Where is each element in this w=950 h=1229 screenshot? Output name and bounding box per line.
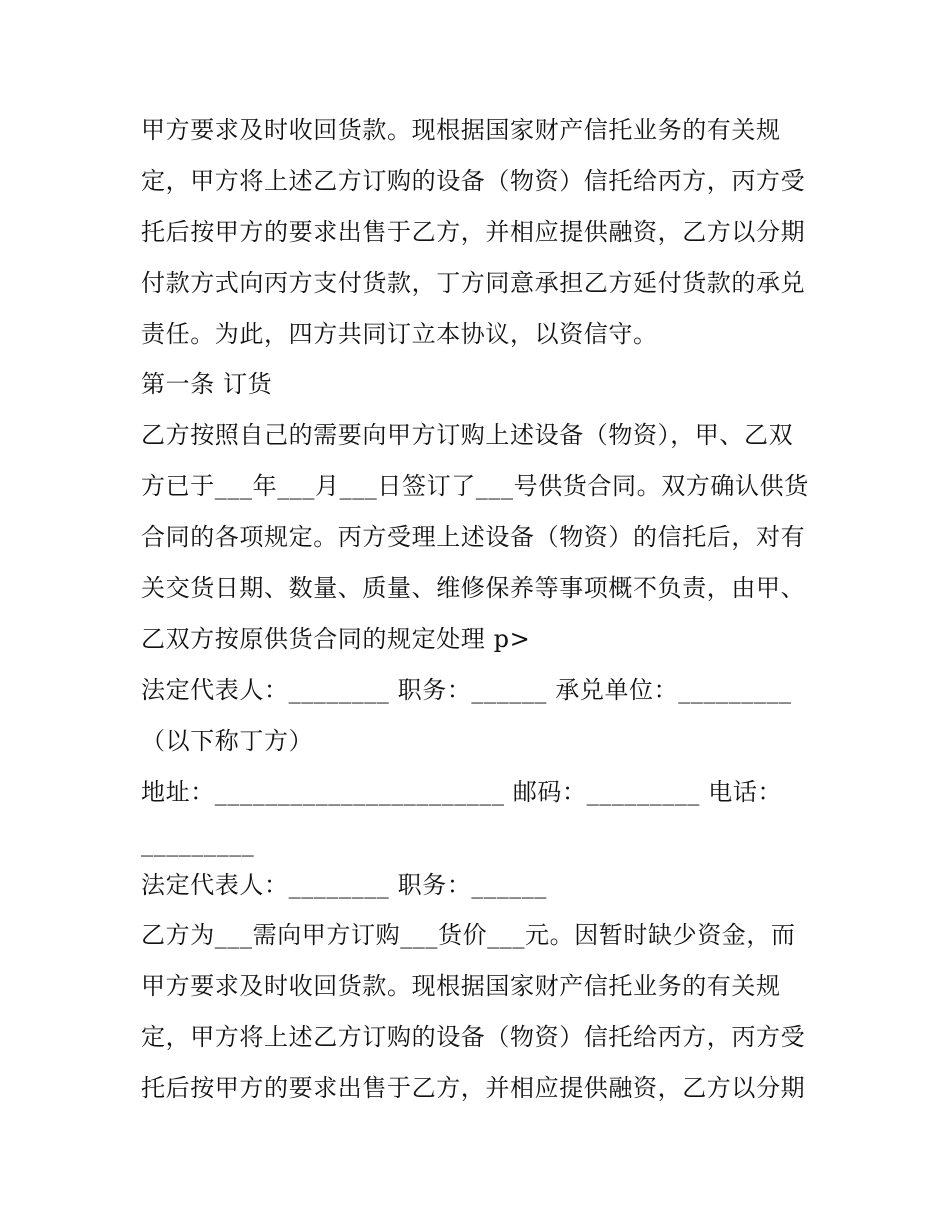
- text-line: 甲方要求及时收回货款。现根据国家财产信托业务的有关规: [141, 972, 781, 1000]
- text-line: 乙方为___需向甲方订购___货价___元。因暂时缺少资金，而: [141, 921, 796, 949]
- text-line: 托后按甲方的要求出售于乙方，并相应提供融资，乙方以分期: [141, 1074, 806, 1102]
- text-line: （以下称丁方）: [141, 727, 314, 755]
- text-line: 付款方式向丙方支付货款，丁方同意承担乙方延付货款的承兑: [141, 269, 806, 297]
- text-line: 托后按甲方的要求出售于乙方，并相应提供融资，乙方以分期: [141, 218, 806, 246]
- form-field-line: _________: [141, 829, 255, 857]
- text-line: 定，甲方将上述乙方订购的设备（物资）信托给丙方，丙方受: [141, 167, 806, 195]
- form-field-line: 法定代表人：________ 职务：______: [141, 871, 548, 899]
- section-heading: 第一条 订货: [141, 370, 273, 398]
- text-line: 定，甲方将上述乙方订购的设备（物资）信托给丙方，丙方受: [141, 1023, 806, 1051]
- text-line: 乙方按照自己的需要向甲方订购上述设备（物资），甲、乙双: [141, 421, 794, 449]
- form-field-line: 法定代表人：________ 职务：______ 承兑单位：_________: [141, 676, 792, 704]
- text-line: 责任。为此，四方共同订立本协议，以资信守。: [141, 320, 658, 348]
- text-line: 合同的各项规定。丙方受理上述设备（物资）的信托后，对有: [141, 523, 806, 551]
- text-line: 方已于___年___月___日签订了___号供货合同。双方确认供货: [141, 472, 809, 500]
- text-line: 关交货日期、数量、质量、维修保养等事项概不负责，由甲、: [141, 574, 806, 602]
- form-field-line: 地址：_______________________ 邮码：_________ 电话：: [141, 778, 783, 806]
- text-line: 乙双方按原供货合同的规定处理 p>: [141, 625, 531, 653]
- text-line: 甲方要求及时收回货款。现根据国家财产信托业务的有关规: [141, 116, 781, 144]
